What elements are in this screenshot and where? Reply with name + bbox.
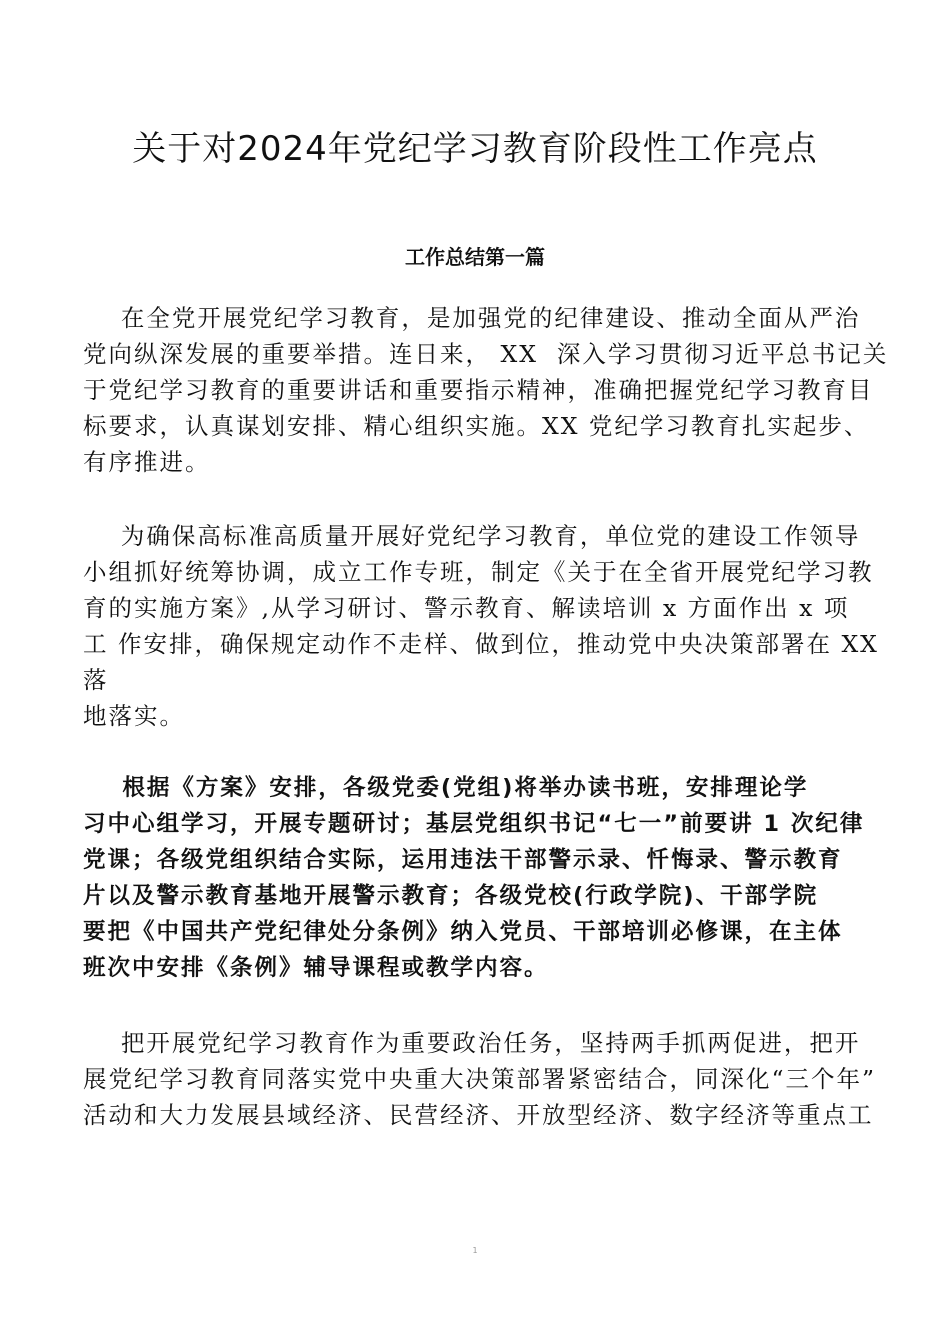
paragraph-line: 于党纪学习教育的重要讲话和重要指示精神，准确把握党纪学习教育目 [83, 376, 874, 404]
paragraph-line: 把开展党纪学习教育作为重要政治任务，坚持两手抓两促进，把开 [83, 1029, 861, 1057]
paragraph-line: 要把《中国共产党纪律处分条例》纳入党员、干部培训必修课，在主体 [83, 919, 843, 945]
paragraph-line: 习中心组学习，开展专题研讨；基层党组织书记“七一”前要讲 1 次纪律 [83, 811, 865, 837]
paragraph-line: 班次中安排《条例》辅导课程或教学内容。 [83, 955, 549, 981]
paragraph-line: 落 [83, 666, 109, 694]
document-title: 关于对2024年党纪学习教育阶段性工作亮点 [132, 129, 818, 169]
paragraph-line: 在全党开展党纪学习教育，是加强党的纪律建设、推动全面从严治 [83, 304, 861, 332]
paragraph-line: 党课；各级党组织结合实际，运用违法干部警示录、忏悔录、警示教育 [83, 847, 843, 873]
paragraph-line: 标要求，认真谋划安排、精心组织实施。XX 党纪学习教育扎实起步、 [83, 412, 870, 440]
page-number: 1 [472, 1246, 478, 1255]
paragraph-2 [83, 518, 883, 734]
document-subtitle: 工作总结第一篇 [405, 245, 545, 269]
paragraph-1 [83, 300, 889, 480]
paragraph-line: 工 作安排，确保规定动作不走样、做到位，推动党中央决策部署在 XX [83, 630, 879, 658]
paragraph-line: 根据《方案》安排，各级党委(党组)将举办读书班，安排理论学 [83, 775, 809, 801]
paragraph-4 [83, 1025, 883, 1133]
paragraph-line: 小组抓好统筹协调，成立工作专班，制定《关于在全省开展党纪学习教 [83, 558, 874, 586]
paragraph-line: 地落实。 [83, 702, 185, 730]
paragraph-line: 片以及警示教育基地开展警示教育；各级党校(行政学院)、干部学院 [83, 883, 819, 909]
paragraph-line: 育的实施方案》,从学习研讨、警示教育、解读培训 x 方面作出 x 项 [83, 594, 850, 622]
paragraph-line: 有序推进。 [83, 448, 211, 476]
paragraph-3-bold [83, 770, 883, 986]
paragraph-line: 活动和大力发展县域经济、民营经济、开放型经济、数字经济等重点工 [83, 1101, 874, 1129]
paragraph-line: 为确保高标准高质量开展好党纪学习教育，单位党的建设工作领导 [83, 522, 861, 550]
paragraph-line: 党向纵深发展的重要举措。连日来， XX 深入学习贯彻习近平总书记关 [83, 340, 889, 368]
paragraph-line: 展党纪学习教育同落实党中央重大决策部署紧密结合，同深化“三个年” [83, 1065, 877, 1093]
